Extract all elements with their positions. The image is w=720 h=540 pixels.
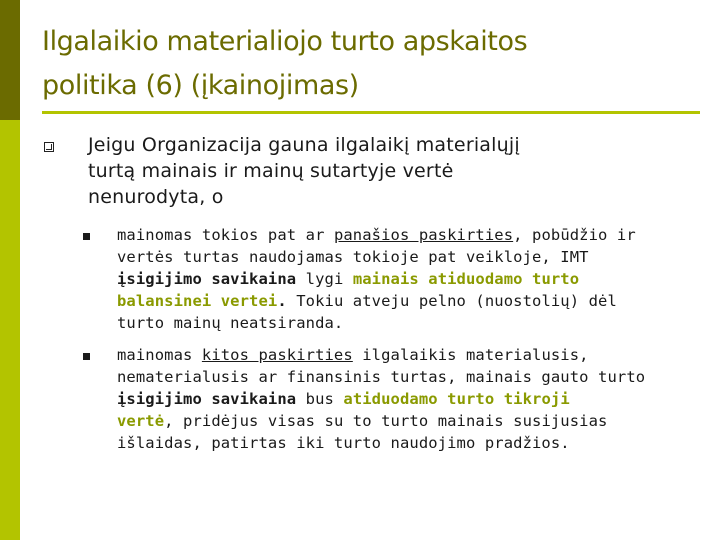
- intro-line-1: Jeigu Organizacija gauna ilgalaikį materialųjį: [88, 134, 520, 156]
- title-line-1: Ilgalaikio materialiojo turto apskaitos: [42, 26, 528, 57]
- item1-text-d: Tokiu atveju pelno (nuostolių) dėl: [286, 292, 617, 310]
- item2-bold: įsigijimo savikaina: [117, 390, 297, 408]
- item1-line-2: vertės turtas naudojamas tokioje pat veikloje, IMT: [117, 248, 589, 266]
- item1-line-4: [117, 290, 692, 312]
- list-item-2: [117, 344, 692, 454]
- item2-line-4: [117, 410, 692, 432]
- slide-title: [42, 20, 702, 108]
- item2-text-b: ilgalaikis materialusis,: [352, 346, 589, 364]
- bullet-icon: [83, 233, 90, 240]
- item2-line-5: išlaidas, patirtas iki turto naudojimo pradžios.: [117, 434, 570, 452]
- item2-line-1: [117, 344, 692, 366]
- side-bar-top: [0, 0, 20, 120]
- item2-highlight-a: atiduodamo turto tikroji: [343, 390, 570, 408]
- item2-underlined: kitos paskirties: [201, 346, 353, 364]
- item2-line-2: nematerialusis ar finansinis turtas, mainais gauto turto: [117, 368, 646, 386]
- item1-line-1: [117, 224, 692, 246]
- item2-text-c: bus: [296, 390, 344, 408]
- item1-line-5: turto mainų neatsiranda.: [117, 314, 344, 332]
- item2-text-d: , pridėjus visas su to turto mainais susijusias: [164, 412, 608, 430]
- item1-bold: įsigijimo savikaina: [117, 270, 297, 288]
- item1-line-3: [117, 268, 692, 290]
- item1-text-b: , pobūdžio ir: [513, 226, 636, 244]
- item1-highlight-b: balansinei vertei: [117, 292, 278, 310]
- intro-paragraph: [88, 132, 688, 210]
- item2-highlight-b: vertė: [117, 412, 165, 430]
- item1-text-a: mainomas tokios pat ar: [117, 226, 334, 244]
- intro-line-3: nenurodyta, o: [88, 186, 224, 208]
- item2-text-a: mainomas: [117, 346, 202, 364]
- bullet-icon: [83, 353, 90, 360]
- item1-period: .: [277, 292, 287, 310]
- list-item-1: [117, 224, 692, 334]
- item1-underlined: panašios paskirties: [333, 226, 514, 244]
- item2-line-3: [117, 388, 692, 410]
- title-line-2: politika (6) (įkainojimas): [42, 70, 359, 101]
- square-bullet-icon: [44, 142, 54, 152]
- item1-text-c: lygi: [296, 270, 353, 288]
- title-divider: [42, 111, 700, 114]
- side-bar-bottom: [0, 120, 20, 540]
- item1-highlight-a: mainais atiduodamo turto: [352, 270, 580, 288]
- intro-line-2: turtą mainais ir mainų sutartyje vertė: [88, 160, 454, 182]
